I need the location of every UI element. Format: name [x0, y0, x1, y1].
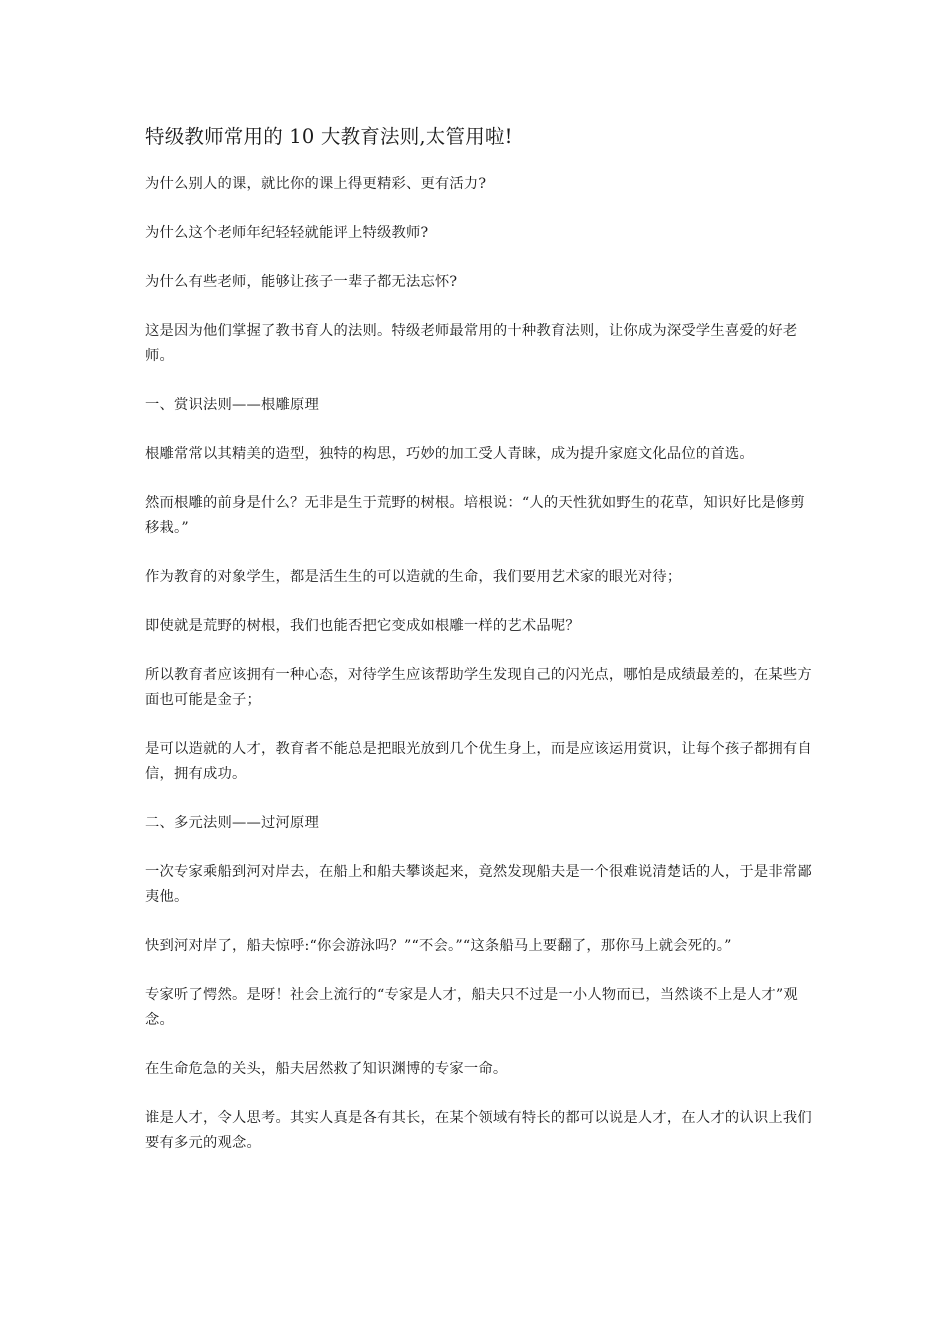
paragraph: 这是因为他们掌握了教书育人的法则。特级老师最常用的十种教育法则，让你成为深受学生喜爱的好老师。 [145, 323, 798, 364]
paragraph: 在生命危急的关头，船夫居然救了知识渊博的专家一命。 [145, 1061, 508, 1077]
paragraph: 为什么别人的课，就比你的课上得更精彩、更有活力? [145, 176, 487, 192]
section-heading-1: 一、赏识法则——根雕原理 [145, 397, 319, 413]
paragraph: 作为教育的对象学生，都是活生生的可以造就的生命，我们要用艺术家的眼光对待； [145, 569, 682, 585]
paragraph: 然而根雕的前身是什么？无非是生于荒野的树根。培根说：“人的天性犹如野生的花草，知识好比是修剪移栽。” [145, 495, 805, 536]
article-title: 特级教师常用的 10 大教育法则,太管用啦! [145, 125, 513, 148]
paragraph: 谁是人才，令人思考。其实人真是各有其长，在某个领域有特长的都可以说是人才，在人才的认识上我们要有多元的观念。 [145, 1110, 812, 1151]
paragraph: 即使就是荒野的树根，我们也能否把它变成如根雕一样的艺术品呢？ [145, 618, 580, 634]
paragraph: 快到河对岸了，船夫惊呼:“你会游泳吗？”“不会。”“这条船马上要翻了，那你马上就会死的。” [145, 938, 732, 954]
document-page [145, 122, 813, 1180]
paragraph: 所以教育者应该拥有一种心态，对待学生应该帮助学生发现自己的闪光点，哪怕是成绩最差的，在某些方面也可能是金子； [145, 667, 812, 708]
paragraph: 一次专家乘船到河对岸去，在船上和船夫攀谈起来，竟然发现船夫是一个很难说清楚话的人，于是非常鄙夷他。 [145, 864, 812, 905]
paragraph: 为什么有些老师，能够让孩子一辈子都无法忘怀? [145, 274, 458, 290]
paragraph: 专家听了愕然。是呀！社会上流行的“专家是人才，船夫只不过是一小人物而已，当然谈不上是人才”观念。 [145, 987, 798, 1028]
paragraph: 是可以造就的人才，教育者不能总是把眼光放到几个优生身上，而是应该运用赏识，让每个孩子都拥有自信，拥有成功。 [145, 741, 812, 782]
paragraph: 根雕常常以其精美的造型，独特的构思，巧妙的加工受人青睐，成为提升家庭文化品位的首选。 [145, 446, 754, 462]
section-heading-2: 二、多元法则——过河原理 [145, 815, 319, 831]
paragraph: 为什么这个老师年纪轻轻就能评上特级教师? [145, 225, 429, 241]
